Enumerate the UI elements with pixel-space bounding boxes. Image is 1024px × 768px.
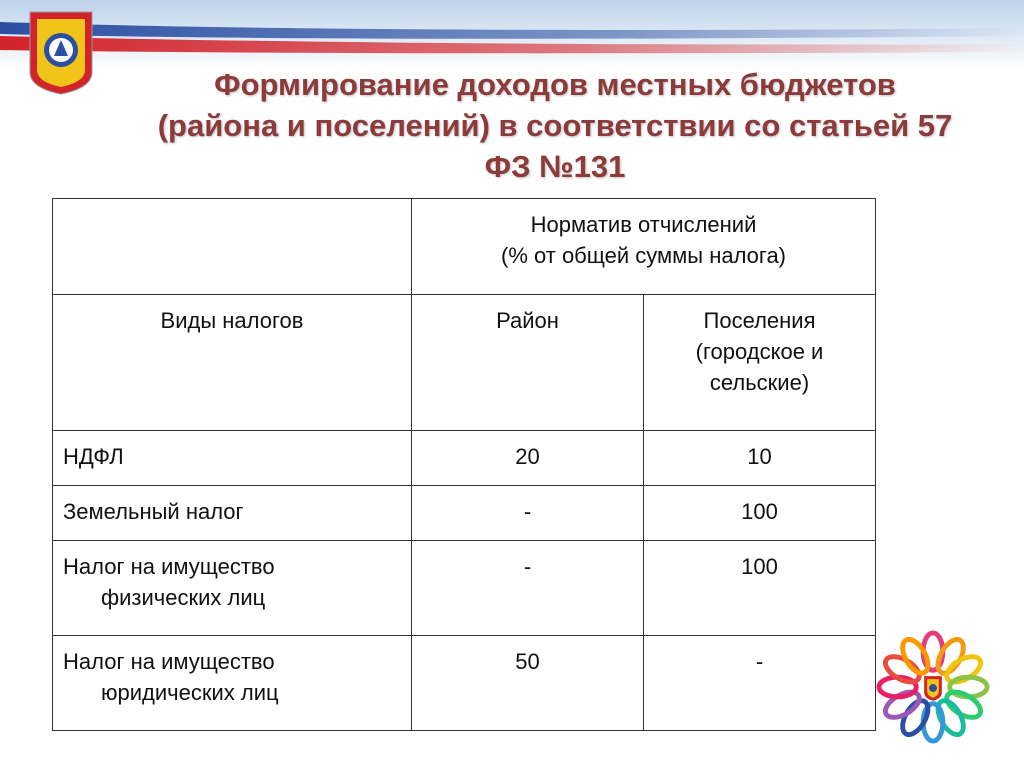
col-header-settlements-line: Поселения — [703, 308, 816, 333]
table-row — [53, 541, 876, 636]
tax-name: НДФЛ — [63, 444, 124, 469]
tax-name-cont: физических лиц — [101, 585, 266, 610]
district-value: 50 — [412, 636, 644, 731]
table-row — [53, 636, 876, 731]
settlements-value: - — [644, 636, 876, 731]
col-header-settlements-line: (городское и — [695, 339, 824, 364]
district-value: - — [412, 541, 644, 636]
col-header-tax-types: Виды налогов — [53, 295, 412, 431]
tax-name: Земельный налог — [63, 499, 244, 524]
tax-distribution-table — [52, 198, 876, 731]
page-title: Формирование доходов местных бюджетов (района и поселений) в соответствии со статьей 57 ФЗ №131 — [157, 67, 953, 184]
tax-name-cell — [53, 431, 412, 486]
table-row — [53, 486, 876, 541]
district-value: 20 — [412, 431, 644, 486]
table-row — [53, 295, 876, 431]
tricolor-banner — [0, 0, 1024, 70]
col-header-settlements — [644, 295, 876, 431]
tax-name-cell — [53, 486, 412, 541]
tax-name: Налог на имущество — [63, 649, 275, 674]
settlements-value: 10 — [644, 431, 876, 486]
coat-of-arms-icon — [28, 10, 94, 96]
tax-name-cell — [53, 541, 412, 636]
table-corner-cell — [53, 199, 412, 295]
table-row — [53, 431, 876, 486]
col-header-district: Район — [412, 295, 644, 431]
tax-name: Налог на имущество — [63, 554, 275, 579]
table-row — [53, 199, 876, 295]
flower-emblem-icon — [874, 628, 992, 746]
header-group-cell — [412, 199, 876, 295]
tax-name-cont: юридических лиц — [101, 680, 279, 705]
tax-name-cell — [53, 636, 412, 731]
header-group-line: Норматив отчислений — [530, 212, 757, 237]
header-group-line: (% от общей суммы налога) — [501, 243, 787, 268]
district-value: - — [412, 486, 644, 541]
col-header-settlements-line: сельские) — [709, 370, 810, 395]
settlements-value: 100 — [644, 486, 876, 541]
settlements-value: 100 — [644, 541, 876, 636]
